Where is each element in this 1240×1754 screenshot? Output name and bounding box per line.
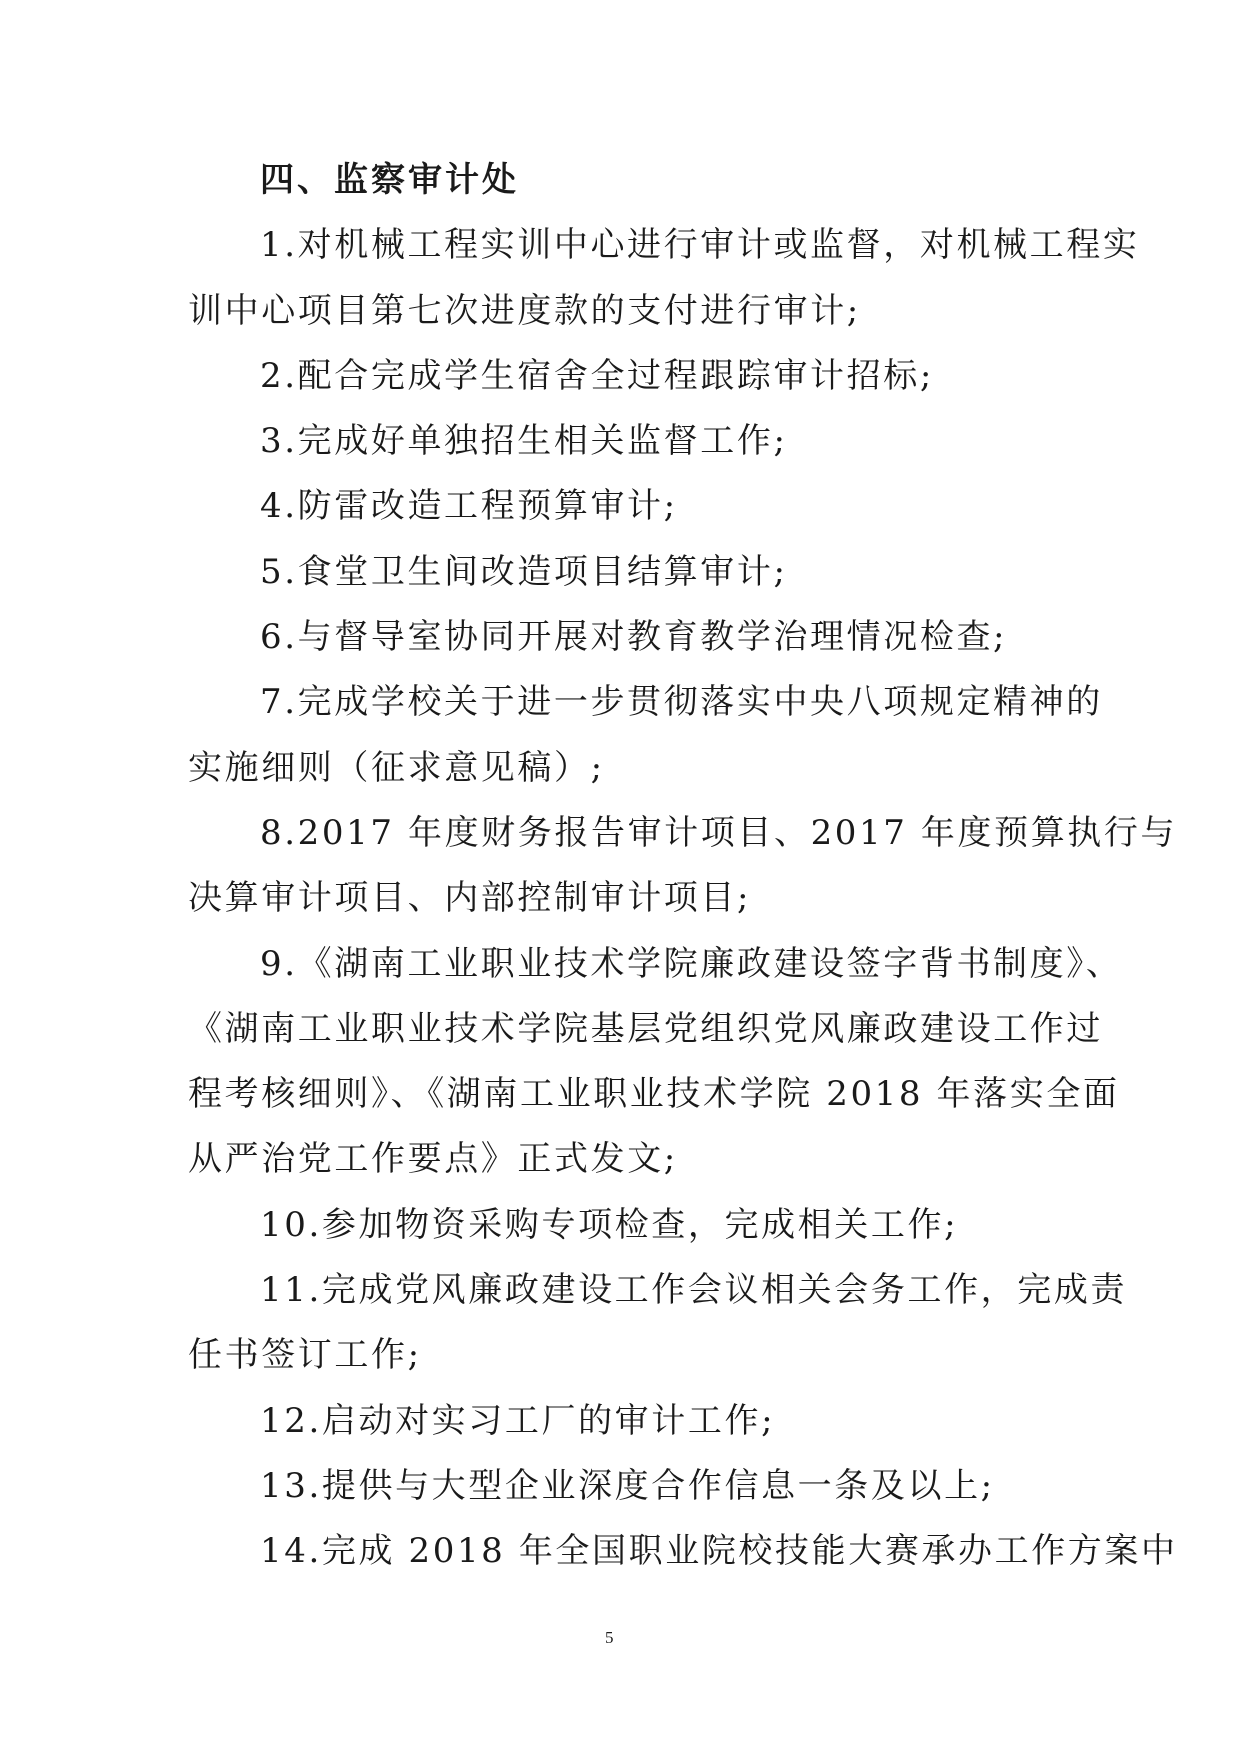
list-item bbox=[188, 1454, 1058, 1519]
text-line: 程考核细则》、《湖南工业职业技术学院 2018 年落实全面 bbox=[188, 1074, 1120, 1115]
text-line: 14.完成 2018 年全国职业院校技能大赛承办工作方案中 bbox=[260, 1531, 1178, 1572]
section-heading: 四、监察审计处 bbox=[260, 160, 519, 200]
list-item bbox=[188, 409, 1058, 474]
text-line: 2.配合完成学生宿舍全过程跟踪审计招标; bbox=[260, 355, 934, 396]
item-list bbox=[188, 213, 1178, 1584]
list-item bbox=[188, 605, 1058, 670]
text-line: 8.2017 年度财务报告审计项目、2017 年度预算执行与 bbox=[260, 812, 1178, 853]
text-line: 6.与督导室协同开展对教育教学治理情况检查; bbox=[260, 617, 1008, 658]
text-line: 1.对机械工程实训中心进行审计或监督，对机械工程实 bbox=[260, 225, 1140, 266]
list-item bbox=[188, 474, 1058, 539]
list-item bbox=[188, 540, 1058, 605]
text-line: 10.参加物资采购专项检查，完成相关工作; bbox=[260, 1204, 959, 1245]
text-line: 9.《湖南工业职业技术学院廉政建设签字背书制度》、 bbox=[260, 943, 1123, 984]
list-item bbox=[188, 801, 1178, 932]
document-body bbox=[188, 148, 1178, 1585]
list-item bbox=[188, 670, 1103, 801]
text-line: 13.提供与大型企业深度合作信息一条及以上; bbox=[260, 1465, 995, 1506]
text-line: 任书签订工作; bbox=[188, 1335, 422, 1376]
text-line: 从严治党工作要点》正式发文; bbox=[188, 1139, 678, 1180]
list-item bbox=[188, 932, 1123, 1193]
text-line: 7.完成学校关于进一步贯彻落实中央八项规定精神的 bbox=[260, 682, 1103, 723]
text-line: 12.启动对实习工厂的审计工作; bbox=[260, 1400, 776, 1441]
list-item bbox=[188, 1193, 1058, 1258]
text-line: 5.食堂卫生间改造项目结算审计; bbox=[260, 551, 788, 592]
list-item bbox=[188, 1389, 1058, 1454]
page-number: 5 bbox=[605, 1628, 614, 1647]
list-item bbox=[188, 344, 1058, 409]
text-line: 3.完成好单独招生相关监督工作; bbox=[260, 421, 788, 462]
list-item bbox=[188, 213, 1140, 344]
list-item bbox=[188, 1258, 1128, 1389]
text-line: 决算审计项目、内部控制审计项目; bbox=[188, 878, 752, 919]
text-line: 《湖南工业职业技术学院基层党组织党风廉政建设工作过 bbox=[188, 1008, 1103, 1049]
list-item bbox=[188, 1519, 1178, 1584]
text-line: 11.完成党风廉政建设工作会议相关会务工作，完成责 bbox=[260, 1270, 1128, 1311]
text-line: 4.防雷改造工程预算审计; bbox=[260, 486, 678, 527]
text-line: 实施细则（征求意见稿）; bbox=[188, 747, 605, 788]
text-line: 训中心项目第七次进度款的支付进行审计; bbox=[188, 290, 861, 331]
